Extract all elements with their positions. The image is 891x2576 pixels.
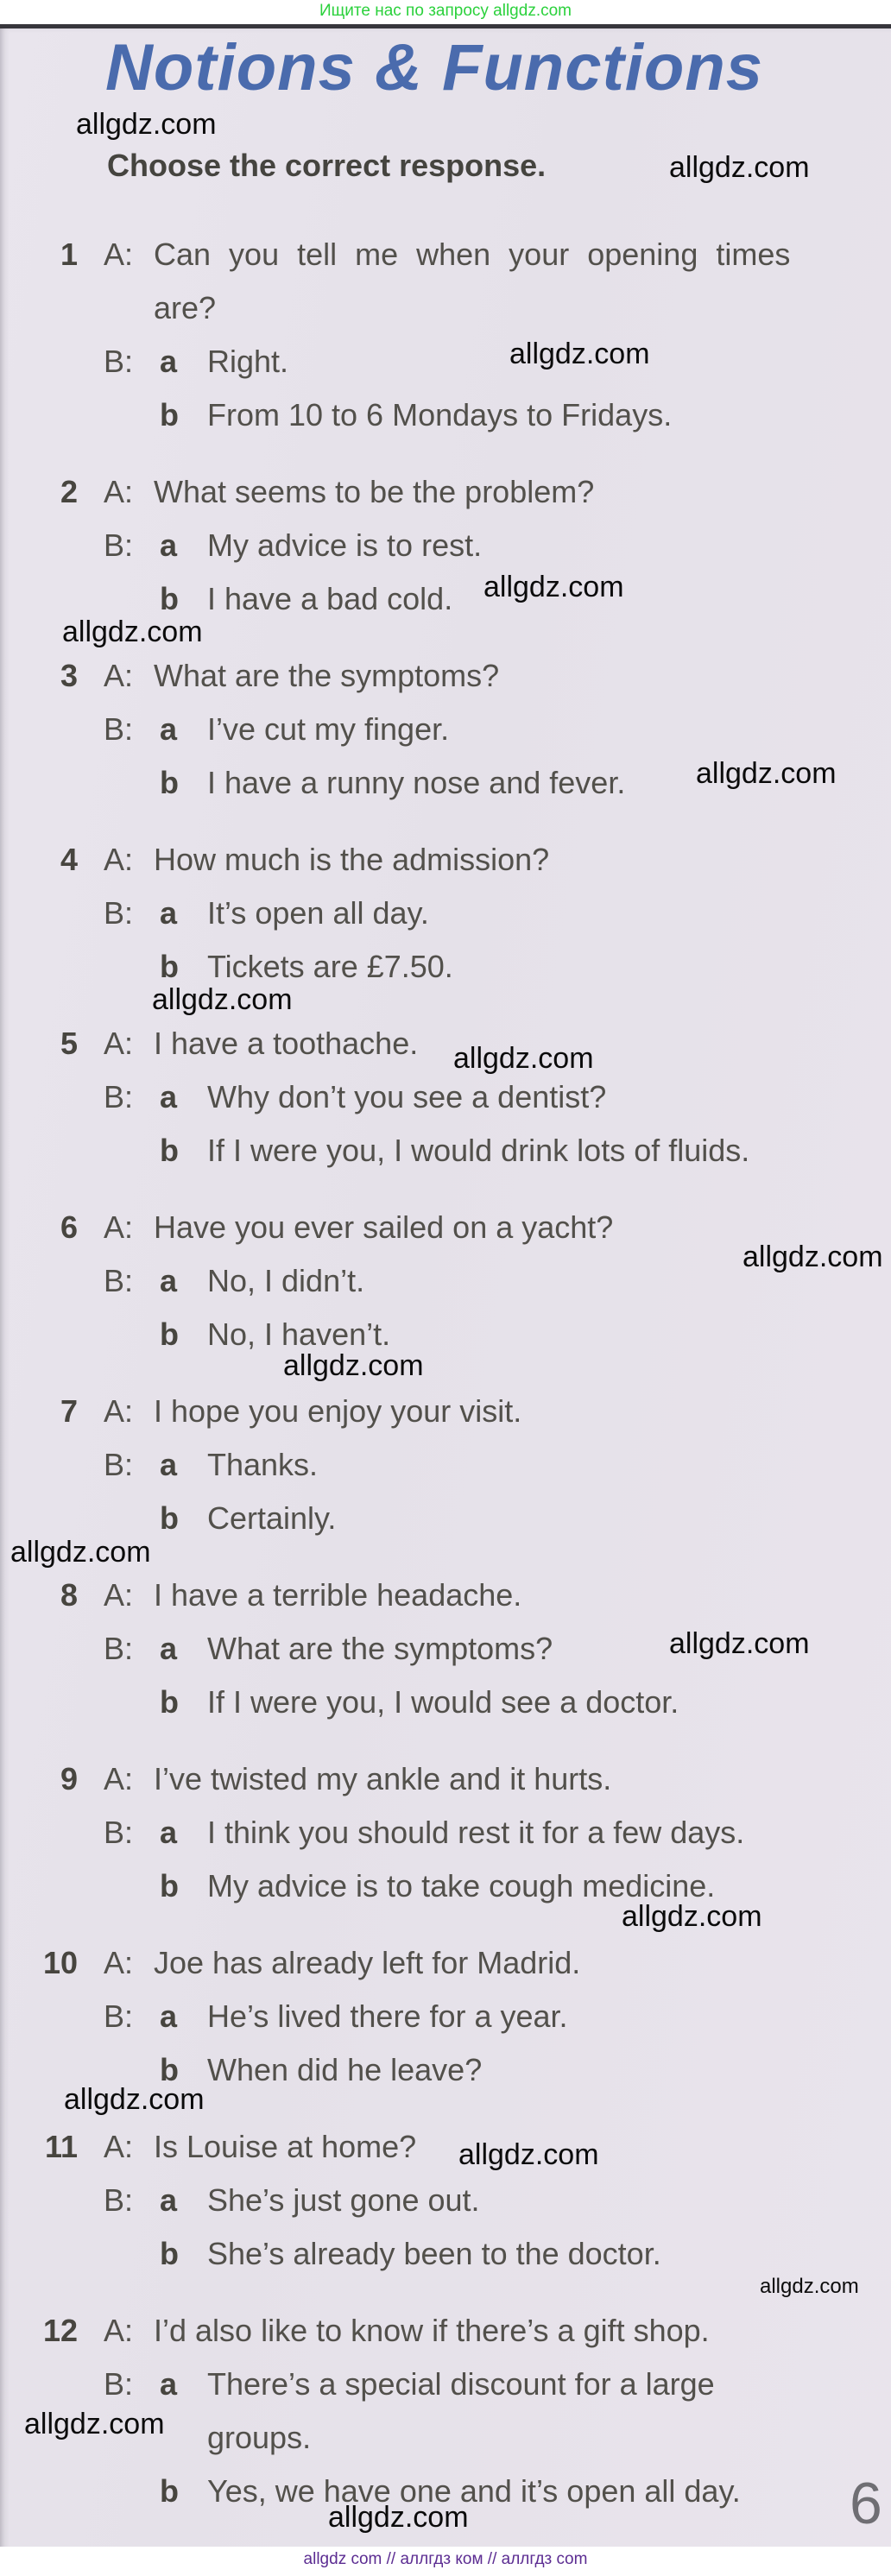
speaker-b-label: B: <box>104 1815 134 1850</box>
question-line <box>0 1676 891 1729</box>
instruction-heading: Choose the correct response. <box>107 148 547 183</box>
speaker-a-label: A: <box>104 237 134 272</box>
option-letter: b <box>160 1868 179 1904</box>
option-letter: a <box>160 1815 178 1850</box>
option-letter: a <box>160 1079 178 1114</box>
speaker-b-label: B: <box>104 2182 134 2218</box>
question-line <box>0 2304 891 2358</box>
option-text: If I were you, I would see a doctor. <box>207 1684 679 1720</box>
question-line <box>0 1936 891 1990</box>
speaker-b-label: B: <box>104 1079 134 1114</box>
watermark-text: allgdz.com <box>696 757 837 790</box>
watermark-text: allgdz.com <box>453 1042 594 1075</box>
question-line <box>0 649 891 703</box>
prompt-text: I’d also like to know if there’s a gift shop. <box>154 2313 710 2348</box>
question <box>0 1752 891 1913</box>
prompt-text: I hope you enjoy your visit. <box>154 1393 522 1429</box>
option-letter: b <box>160 1500 179 1536</box>
option-text: It’s open all day. <box>207 895 429 931</box>
scanned-page <box>0 24 891 2551</box>
speaker-b-label: B: <box>104 1447 134 1482</box>
watermark-text: allgdz.com <box>742 1241 883 1273</box>
option-letter: a <box>160 1447 178 1482</box>
option-letter: b <box>160 765 179 800</box>
question-line <box>0 1806 891 1859</box>
speaker-b-label: B: <box>104 895 134 931</box>
question-number: 3 <box>60 658 78 693</box>
option-text: Yes, we have one and it’s open all day. <box>207 2473 741 2509</box>
option-text: From 10 to 6 Mondays to Fridays. <box>207 397 673 432</box>
question-number: 10 <box>42 1945 78 1980</box>
option-letter: b <box>160 1316 179 1352</box>
question-number: 6 <box>60 1209 78 1245</box>
option-letter: b <box>160 397 179 432</box>
questions-list <box>0 228 891 2541</box>
speaker-a-label: A: <box>104 1209 134 1245</box>
option-text: My advice is to rest. <box>207 527 483 563</box>
prompt-text: What are the symptoms? <box>154 658 500 693</box>
question <box>0 1201 891 1361</box>
top-banner-text: Ищите нас по запросу allgdz.com <box>319 2 572 20</box>
prompt-text: Is Louise at home? <box>154 2129 417 2164</box>
question <box>0 1385 891 1545</box>
prompt-text: I’ve twisted my ankle and it hurts. <box>154 1761 612 1796</box>
option-text: He’s lived there for a year. <box>207 1998 568 2034</box>
option-text: groups. <box>207 2420 312 2455</box>
watermark-text: allgdz.com <box>10 1536 151 1569</box>
option-text: Certainly. <box>207 1500 337 1536</box>
question-line <box>0 465 891 519</box>
question <box>0 1936 891 2097</box>
question-number: 12 <box>42 2313 78 2348</box>
option-letter: b <box>160 1684 179 1720</box>
watermark-text: allgdz.com <box>622 1900 762 1933</box>
page-number: 6 <box>850 2471 882 2536</box>
speaker-a-label: A: <box>104 658 134 693</box>
question <box>0 228 891 442</box>
speaker-a-label: A: <box>104 1393 134 1429</box>
watermark-text: allgdz.com <box>76 108 217 141</box>
question-number: 7 <box>60 1393 78 1429</box>
speaker-a-label: A: <box>104 1945 134 1980</box>
question <box>0 465 891 626</box>
speaker-b-label: B: <box>104 711 134 747</box>
option-text: She’s just gone out. <box>207 2182 480 2218</box>
question-line <box>0 1124 891 1178</box>
option-text: Right. <box>207 344 289 379</box>
speaker-b-label: B: <box>104 344 134 379</box>
speaker-b-label: B: <box>104 527 134 563</box>
prompt-text: I have a terrible headache. <box>154 1577 522 1613</box>
prompt-text: What seems to be the problem? <box>154 474 595 509</box>
option-text: Why don’t you see a dentist? <box>207 1079 607 1114</box>
option-text: Thanks. <box>207 1447 319 1482</box>
option-letter: a <box>160 711 178 747</box>
option-letter: a <box>160 895 178 931</box>
option-text: No, I didn’t. <box>207 1263 365 1298</box>
option-letter: b <box>160 2473 179 2509</box>
question <box>0 2120 891 2281</box>
question-line <box>0 1017 891 1070</box>
question-line <box>0 1752 891 1806</box>
option-text: When did he leave? <box>207 2052 483 2087</box>
question-line <box>0 519 891 572</box>
question-line <box>0 1990 891 2043</box>
prompt-text: are? <box>154 290 217 325</box>
question-line <box>0 1070 891 1124</box>
question-line <box>0 887 891 940</box>
option-letter: b <box>160 1133 179 1168</box>
option-letter: a <box>160 1631 178 1666</box>
question-line <box>0 388 891 442</box>
watermark-text: allgdz.com <box>152 983 293 1016</box>
watermark-text: allgdz.com <box>458 2138 599 2171</box>
option-letter: b <box>160 2052 179 2087</box>
speaker-b-label: B: <box>104 1631 134 1666</box>
question-number: 2 <box>60 474 78 509</box>
question-line <box>0 228 891 281</box>
option-text: Tickets are £7.50. <box>207 949 453 984</box>
speaker-a-label: A: <box>104 2129 134 2164</box>
prompt-text: Have you ever sailed on a yacht? <box>154 1209 614 1245</box>
option-text: I have a runny nose and fever. <box>207 765 626 800</box>
option-text: My advice is to take cough medicine. <box>207 1868 716 1904</box>
speaker-a-label: A: <box>104 842 134 877</box>
option-letter: b <box>160 949 179 984</box>
option-letter: a <box>160 2366 178 2402</box>
watermark-text: allgdz.com <box>328 2501 469 2534</box>
watermark-text: allgdz.com <box>509 338 650 370</box>
watermark-text: allgdz.com <box>669 1627 810 1660</box>
speaker-a-label: A: <box>104 1577 134 1613</box>
question-line <box>0 833 891 887</box>
question-line <box>0 1308 891 1361</box>
option-letter: a <box>160 344 178 379</box>
option-text: I’ve cut my finger. <box>207 711 450 747</box>
watermark-text: allgdz.com <box>283 1349 424 1382</box>
question <box>0 1017 891 1178</box>
question-line <box>0 1438 891 1492</box>
question-number: 9 <box>60 1761 78 1796</box>
watermark-text: allgdz.com <box>669 151 810 184</box>
question-number: 5 <box>60 1026 78 1061</box>
option-letter: a <box>160 527 178 563</box>
option-text: I think you should rest it for a few days. <box>207 1815 745 1850</box>
question-number: 8 <box>60 1577 78 1613</box>
page-title: Notions & Functions <box>105 31 764 104</box>
option-text: There’s a special discount for a large <box>207 2366 715 2402</box>
option-letter: a <box>160 2182 178 2218</box>
option-text: She’s already been to the doctor. <box>207 2236 661 2271</box>
prompt-text: Joe has already left for Madrid. <box>154 1945 581 1980</box>
question-number: 11 <box>44 2129 78 2164</box>
speaker-a-label: A: <box>104 1761 134 1796</box>
speaker-b-label: B: <box>104 2366 134 2402</box>
question <box>0 833 891 994</box>
question-line <box>0 1385 891 1438</box>
option-letter: b <box>160 2236 179 2271</box>
question-line <box>0 703 891 756</box>
option-letter: b <box>160 581 179 616</box>
speaker-b-label: B: <box>104 1998 134 2034</box>
question-line <box>0 281 891 335</box>
question-line <box>0 1569 891 1622</box>
question-line <box>0 335 891 388</box>
prompt-text: I have a toothache. <box>154 1026 419 1061</box>
footer-text: allgdz com // аллгдз ком // аллгдз com <box>303 2550 588 2568</box>
prompt-text: Can you tell me when your opening times <box>154 237 791 272</box>
question-number: 4 <box>60 842 78 877</box>
watermark-text: allgdz.com <box>24 2408 165 2440</box>
question-number: 1 <box>60 237 78 272</box>
option-text: If I were you, I would drink lots of fluids. <box>207 1133 750 1168</box>
option-text: What are the symptoms? <box>207 1631 553 1666</box>
question-line <box>0 2120 891 2174</box>
question-line <box>0 2174 891 2227</box>
speaker-a-label: A: <box>104 474 134 509</box>
speaker-a-label: A: <box>104 2313 134 2348</box>
watermark-text: allgdz.com <box>483 571 624 603</box>
top-banner <box>0 0 891 24</box>
watermark-text: allgdz.com <box>760 2275 859 2298</box>
option-text: No, I haven’t. <box>207 1316 391 1352</box>
watermark-text: allgdz.com <box>64 2083 205 2116</box>
question-line <box>0 2358 891 2411</box>
watermark-text: allgdz.com <box>62 616 203 648</box>
question-line <box>0 2227 891 2281</box>
speaker-a-label: A: <box>104 1026 134 1061</box>
prompt-text: How much is the admission? <box>154 842 550 877</box>
option-text: I have a bad cold. <box>207 581 453 616</box>
footer-banner <box>0 2547 891 2576</box>
question-line <box>0 940 891 994</box>
option-letter: a <box>160 1998 178 2034</box>
speaker-b-label: B: <box>104 1263 134 1298</box>
option-letter: a <box>160 1263 178 1298</box>
